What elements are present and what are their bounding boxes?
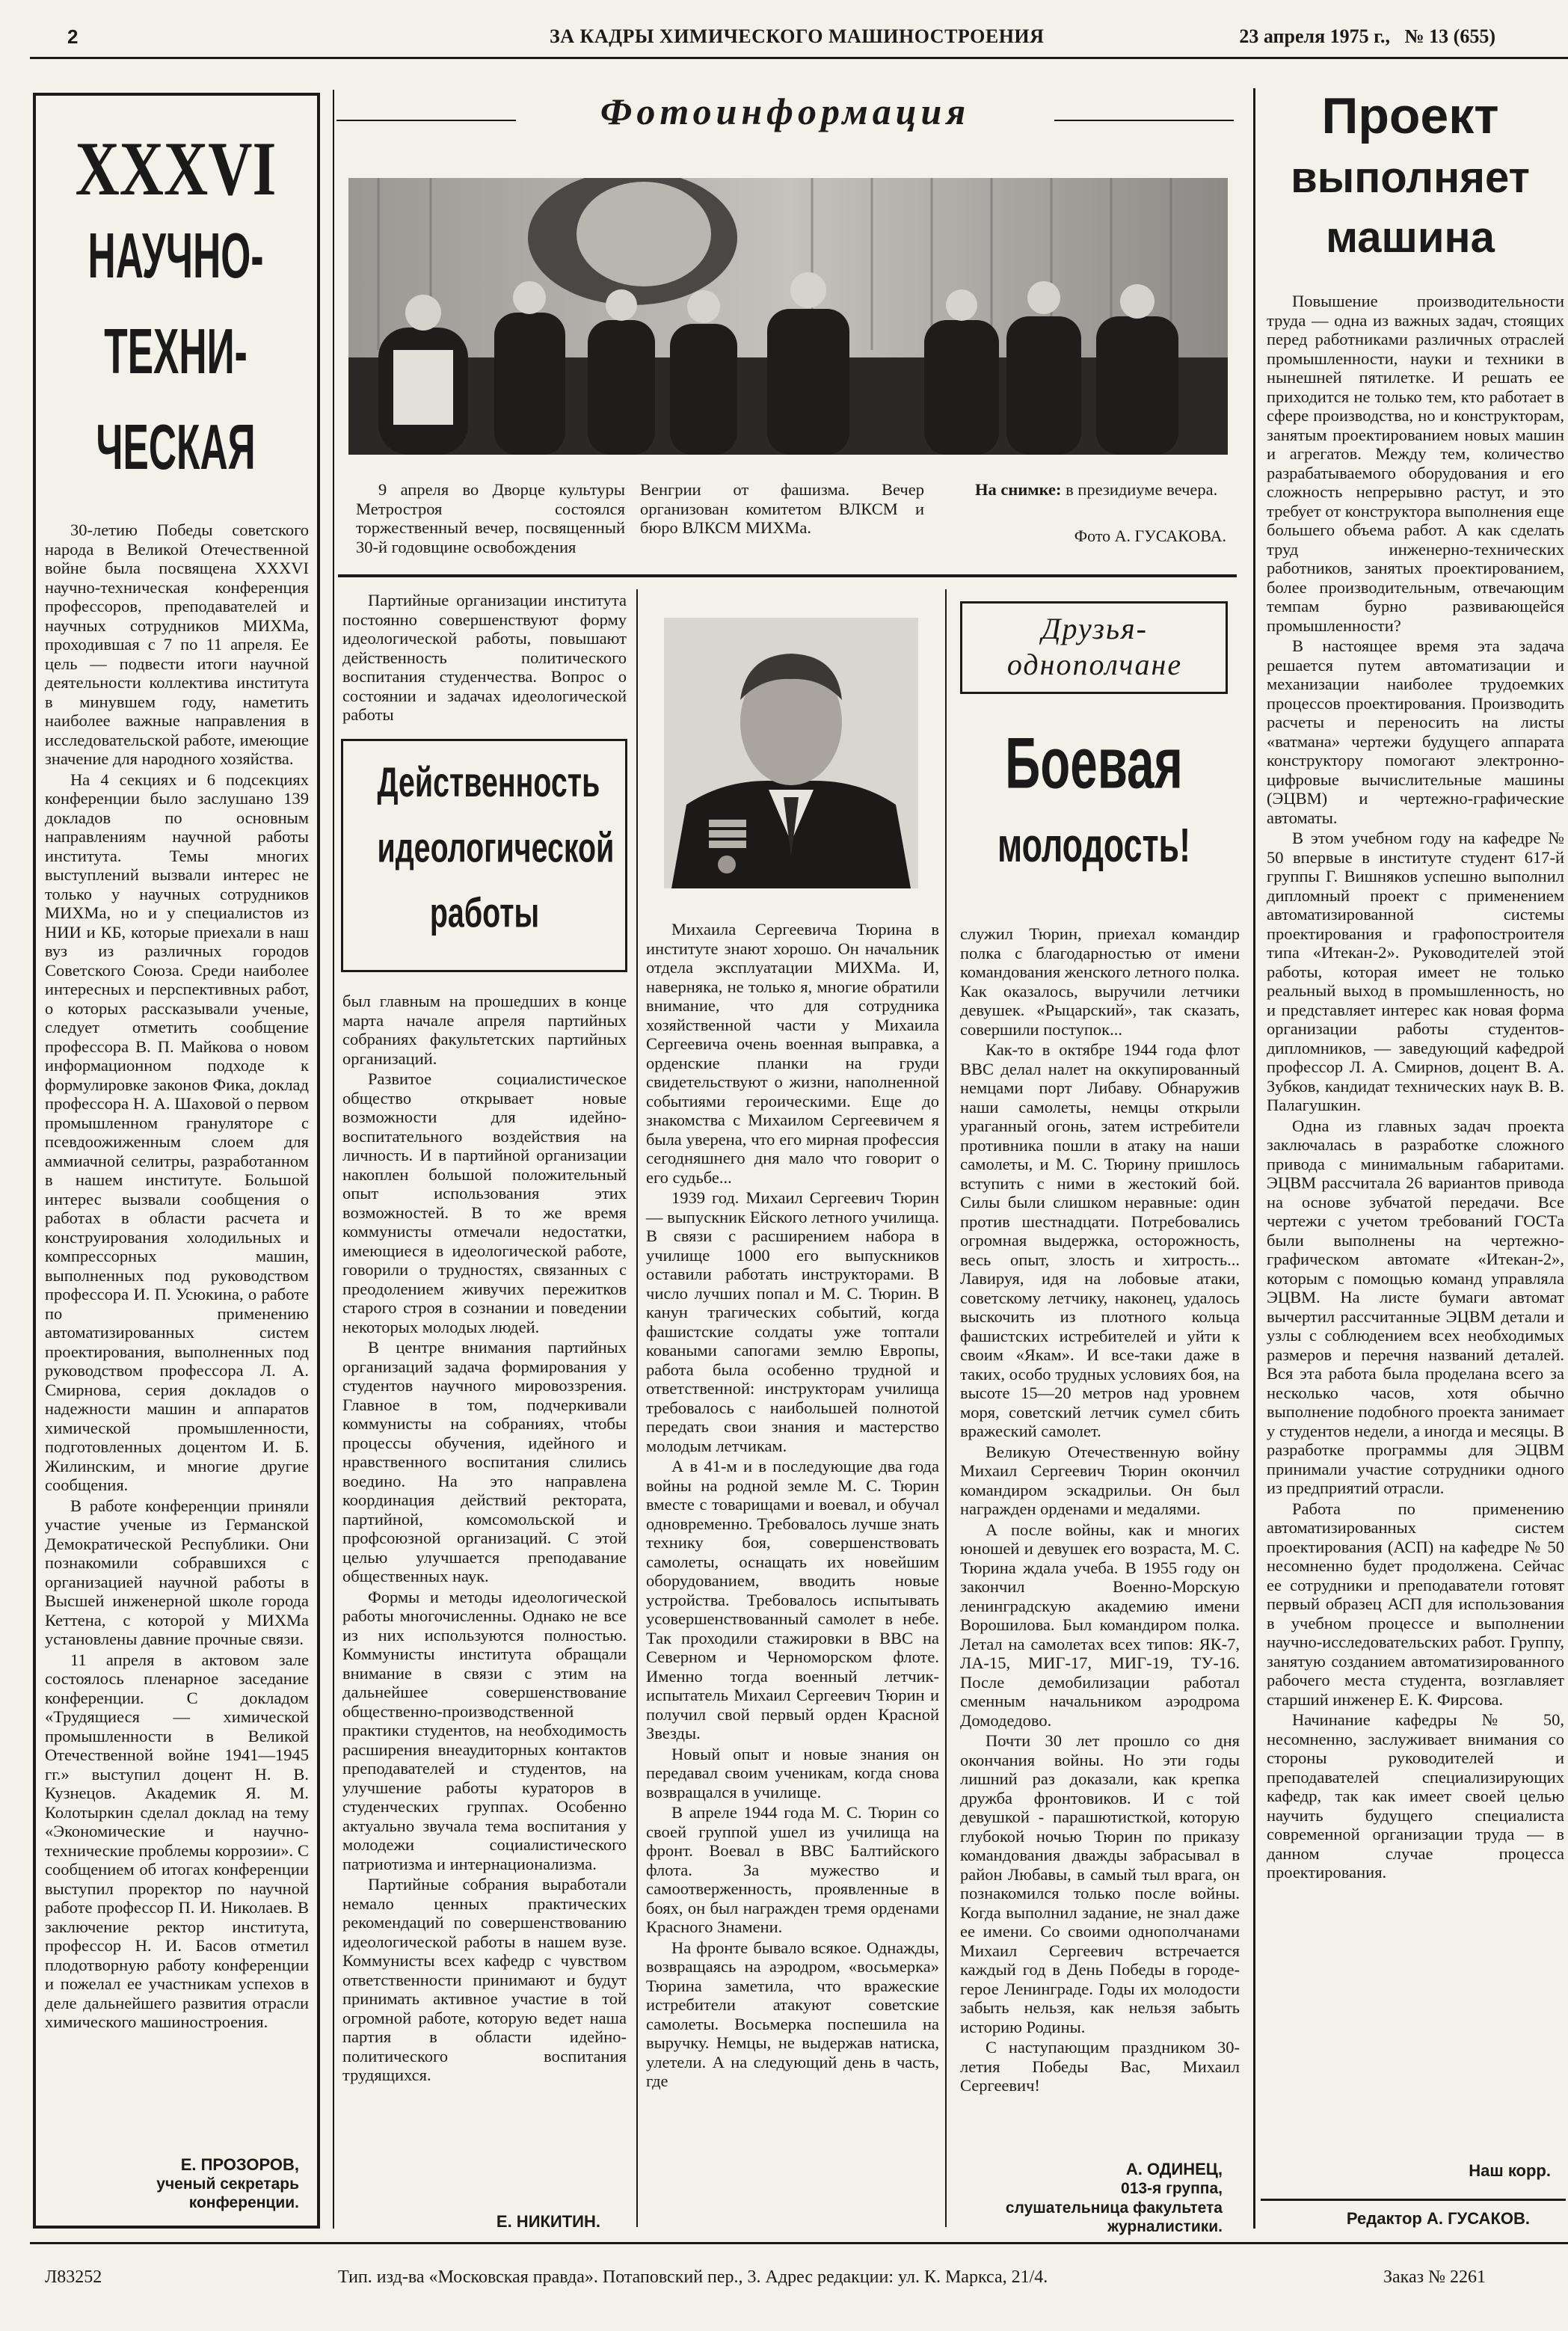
comrades-rubric-box xyxy=(960,601,1228,694)
tyurin-paragraph: Михаила Сергеевича Тюрина в институте знают хорошо. Он начальник отдела эксплуатации МИХМа. И, наверняка, не только я, многие обратили внимание, что для сотрудника хозяйственной части у Михаила Сергеевича очень военная выправка, а орденские планки на груди свидетельствуют о жизни, наполненной событиями героическими. Еще до знакомства с Михаилом Сергеевичем я была уверена, что его мирная профессия сегодняшнего дня мало что говорит о его судьбе... xyxy=(646,920,939,1187)
comrades-headline-1: Боевая xyxy=(1005,722,1183,804)
ideology-signature: Е. НИКИТИН. xyxy=(496,2212,600,2231)
ideology-paragraph: В центре внимания партийных организаций задача формирования у студентов научного мировоззрения. Главное в том, подчеркивали коммунисты на собраниях, чтобы процессы обучения, идейного и нравственного воспитания слились воедино. На это направлена координация действий ректората, партийной, комсомольской и профсоюзной организаций. С этой целью улучшается преподавание общественных наук. xyxy=(342,1338,627,1585)
project-headline xyxy=(1261,84,1560,268)
presidium-photo-image xyxy=(348,178,1228,455)
photo-heading-rule-right xyxy=(1054,120,1234,121)
photo-caption-col2: Венгрии от фашизма. Вечер организован комитетом ВЛКСМ и бюро ВЛКСМ МИХМа. xyxy=(640,480,924,537)
tyurin-text xyxy=(646,920,939,2092)
comrades-paragraph: Великую Отечественную войну Михаил Сергеевич Тюрин окончил командиром эскадрильи. Он был награжден орденами и медалями. xyxy=(960,1442,1240,1518)
project-paragraph: В этом учебном году на кафедре № 50 впервые в институте студент 617-й группы Г. Вишняков успешно выполнил дипломный проект с применением автоматизированной системы проектирования и графопостроителя типа «Итекан-2». Руководителей этой работы, которая имеет не только реальный выход в промышленность, но и представляет интерес как новая форма организации работы студентов-дипломников, — заведующий кафедрой профессор Л. А. Смирнов, доцент В. А. Зубков, кандидат технических наук В. В. Палагушкин. xyxy=(1267,829,1564,1114)
footer-index: Л83252 xyxy=(45,2267,102,2287)
ideology-text xyxy=(342,992,627,2086)
project-signature: Наш корр. xyxy=(1469,2161,1551,2180)
conference-paragraph: В работе конференции приняли участие ученые из Германской Демократической Республики. Они познакомили собравшихся с организацией научной работы в Высшей инженерной школе города Кеттена, с которой у МИХМа установлены давние прочные связи. xyxy=(45,1496,309,1648)
conference-headline-line-1: XXXVI xyxy=(75,126,277,212)
footer-rule xyxy=(30,2242,1568,2244)
ideology-paragraph: Партийные собрания выработали немало ценных практических рекомендаций по совершенствованию идеологической работы в нашем вузе. Коммунисты всех кафедр с чувством ответственности принимают и будут принимать активное участие в той огромной работе, которую ведет наша партия в области идейно-политического воспитания трудящихся. xyxy=(342,1875,627,2084)
presidium-photo xyxy=(348,178,1228,455)
tyurin-paragraph: В апреле 1944 года М. С. Тюрин со своей группой ушел из училища на фронт. Воевал в ВВС Балтийского флота. За мужество и самоотверженность, проявленные в боях, он был награжден тремя орденами Красного Знамени. xyxy=(646,1803,939,1936)
ideology-headline: Действенность идеологической работы xyxy=(377,760,615,937)
ideology-headline-box xyxy=(341,739,627,972)
tyurin-vertical-rule xyxy=(945,589,947,2227)
tyurin-portrait xyxy=(664,618,918,888)
photo-info-heading: Фотоинформация xyxy=(600,90,971,132)
newspaper-title: ЗА КАДРЫ ХИМИЧЕСКОГО МАШИНОСТРОЕНИЯ xyxy=(550,25,1045,47)
conference-paragraph: 11 апреля в актовом зале состоялось пленарное заседание конференции. С докладом «Трудящиеся — химической промышленности в Великой Отечественной войне 1941—1945 гг.» выступил доцент Н. В. Кузнецов. Академик Я. М. Колотыркин сделал доклад на тему «Экономические и научно-технические проблемы коррозии». С сообщением об итогах конференции выступил проректор по научной работе профессор П. И. Николаев. В заключение ректор института, профессор Н. И. Басов отметил плодотворную работу конференции и пожелал ее участникам успехов в деле дальнейшего развития отрасли химического машиностроения. xyxy=(45,1650,309,2031)
footer-order: Заказ № 2261 xyxy=(1383,2267,1486,2287)
page-number: 2 xyxy=(67,25,79,48)
ideology-intro: Партийные организации института постоянно совершенствуют форму идеологической работы, повышают действенность политического воспитания студенчества. Вопрос о состоянии и задачах идеологической работы xyxy=(342,591,627,724)
photo-caption-col1: 9 апреля во Дворце культуры Метростроя состоялся торжественный вечер, посвященный 30-й годовщине освобождения xyxy=(356,480,625,556)
header-rule xyxy=(30,57,1568,59)
comrades-paragraph: Почти 30 лет прошло со дня окончания войны. Но эти годы лишний раз доказали, как крепка дружба фронтовиков. И с той девушкой - парашютисткой, которую глубокой ночью Тюрин по приказу командования дважды забрасывал в район Любавы, в самый тыл врага, он познакомился только после войны. Когда выполнил задание, не знал даже ее имени. Со своими однополчанами Михаил Сергеевич встречается каждый год в День Победы в городе-герое Ленинграде. Годы их молодости забыть нельзя, как нельзя забыть историю Родины. xyxy=(960,1731,1240,2036)
comrades-signature-role: слушательница факультета журналистики. xyxy=(1005,2199,1223,2235)
tyurin-portrait-image xyxy=(664,618,918,888)
comrades-paragraph: служил Тюрин, приехал командир полка с благодарностью от имени командования женского летного полка. Как оказалось, выручили летчики девушек. «Рыцарский», так сказать, совершили поступок... xyxy=(960,924,1240,1039)
photo-bottom-rule xyxy=(338,574,1237,577)
project-headline-line-1: Проект xyxy=(1321,87,1499,144)
ideology-paragraph: был главным на прошедших в конце марта начале апреля партийных собраниях факультетских партийных организаций. xyxy=(342,992,627,1068)
page-header xyxy=(67,21,1495,55)
conference-headline xyxy=(45,126,307,494)
comrades-rubric: Друзья-однополчане xyxy=(1006,612,1183,681)
tyurin-paragraph: А в 41-м и в последующие два года войны на родной земле М. С. Тюрин вместе с товарищами и воевал, и обучал одновременно. Требовалось лучше знать технику боя, совершенствовать самолеты, оснащать их новейшим оборудованием, вводить новые устройства. Требовалось испытывать усовершенствованный самолет в небе. Так проходили стажировки в ВВС на Северном и Черноморском флоте. Именно тогда военный летчик-испытатель Михаил Сергеевич Тюрин и получил свой первый орден Красной Звезды. xyxy=(646,1457,939,1742)
ideology-vertical-rule xyxy=(636,589,638,2227)
project-paragraph: В настоящее время эта задача решается путем автоматизации и механизации наиболее трудоемких процессов проектирования. Производить расчеты и переносить на листы «ватмана» чертежи будущего аппарата конструктору помогают электронно-цифровые вычислительные машины (ЭЦВМ) и чертежно-графические автоматы. xyxy=(1267,636,1564,827)
editor-rule xyxy=(1261,2199,1566,2201)
comrades-paragraph: С наступающим праздником 30-летия Победы Вас, Михаил Сергеевич! xyxy=(960,2038,1240,2095)
center-vertical-rule-top xyxy=(333,90,334,2229)
photo-caption-label: На снимке: xyxy=(975,480,1062,499)
conference-signature-role: ученый секретарь конференции. xyxy=(156,2175,299,2211)
ideology-paragraph: Формы и методы идеологической работы многочисленны. Однако не все из них используются полностью. Коммунисты института обращали внимание в связи с этим на дальнейшее совершенствование общественно-производственной практики студентов, на необходимость расширения внеаудиторных контактов преподавателей и студентов, на улучшение работы кураторов в студенческих группах. Особенно актуально звучала тема воспитания у молодежи социалистического патриотизма и интернационализма. xyxy=(342,1587,627,1873)
project-paragraph: Работа по применению автоматизированных систем проектирования (АСП) на кафедре № 50 несомненно будет продолжена. Сейчас ее сотрудники и преподаватели готовят первый образец АСП для использования в учебном процессе и выполнении научно-исследовательских работ. Группу, занятую созданием автоматизированного рабочего места студента, возглавляет старший инженер Е. К. Фирсова. xyxy=(1267,1499,1564,1709)
tyurin-paragraph: Новый опыт и новые знания он передавал своим ученикам, когда снова возвращался в училище. xyxy=(646,1744,939,1802)
photo-credit: Фото А. ГУСАКОВА. xyxy=(1074,526,1226,545)
footer-printer: Тип. изд-ва «Московская правда». Потаповский пер., 3. Адрес редакции: ул. К. Маркса, 21/4. xyxy=(338,2267,1048,2287)
conference-headline-line-3: ТЕХНИ- xyxy=(104,314,248,387)
conference-paragraph: На 4 секциях и 6 подсекциях конференции было заслушано 139 докладов по основным направлениям научной работы института. Темы многих выступлений вызвали интерес не только у научных сотрудников МИХМа, но и у специалистов из НИИ и КБ, которые приехали в наш вуз из различных городов Советского Союза. Среди наиболее интересных и перспективных работ, о которых рассказывали ученые, следует отметить сообщение профессора В. П. Майкова о новом информационном подходе к формулировке законов Фика, доклад профессора Н. А. Шаховой о первом промышленном грануляторе с псевдоожиженным слоем для аммиачной селитры, разработанном в нашем институте. Большой интерес вызвали сообщения о работах в области расчета и конструирования холодильных и компрессорных машин, выполненных под руководством профессора И. П. Усюкина, о работе по применению автоматизированных систем проектирования, выполненных под руководством профессора Л. А. Смирнова, серия докладов о надежности машин и аппаратов химической промышленности, подготовленных доцентом И. Б. Жилинским, и многие другие сообщения. xyxy=(45,770,309,1494)
comrades-paragraph: А после войны, как и многих юношей и девушек его возраста, М. С. Тюрина ждала учеба. В 1955 году он закончил Военно-Морскую ленинградскую академию имени Ворошилова. Был командиром полка. Летал на самолетах всех типов: ЯК-7, ЛА-15, МИГ-17, МИГ-19, ТУ-16. После демобилизации работал сменным начальником аэродрома Домодедово. xyxy=(960,1520,1240,1730)
conference-paragraph: 30-летию Победы советского народа в Великой Отечественной войне была посвящена XXXVI научно-техническая конференция профессоров, преподавателей и научных сотрудников МИХМа, проходившая с 7 по 11 апреля. Ее цель — подвести итоги научной деятельности коллектива института в минувшем году, наметить наиболее важные направления в исследовательской работе, имеющие значение для народного хозяйства. xyxy=(45,520,309,768)
photo-caption-col3 xyxy=(975,480,1229,500)
project-paragraph: Начинание кафедры № 50, несомненно, заслуживает внимания со стороны руководителей и преподавателей специализирующих кафедр, так как имеет своей целью научить будущего специалиста современной организации труда — в данном случае процесса проектирования. xyxy=(1267,1710,1564,1882)
comrades-signature: А. ОДИНЕЦ, xyxy=(1125,2160,1223,2178)
conference-headline-line-4: ЧЕСКАЯ xyxy=(96,410,256,483)
right-vertical-rule xyxy=(1253,88,1255,2229)
project-paragraph: Повышение производительности труда — одна из важных задач, стоящих перед работниками различных отраслей промышленности, науки и техники в нынешней пятилетке. И решать ее приходится не только тем, кто работает в сфере производства, но и конструкторам, занятым проектированием новых машин и агрегатов. Между тем, количество разрабатываемого оборудования и его сложность непрерывно растут, и это требует от конструктора выполнения еще большего объема работ. А как сделать труд инженерно-технических работников, занятых проектированием, более производительным, отвечающим темпам бурно развивающейся промышленности? xyxy=(1267,292,1564,635)
photo-heading-rule-left xyxy=(336,120,516,121)
project-paragraph: Одна из главных задач проекта заключалась в разработке сложного привода с минимальным габаритами. ЭЦВМ рассчитала 26 вариантов привода на основе зубчатой передачи. Все чертежи с учетом требований ГОСТа были выполнены на чертежно-графическом автомате «Итекан-2», которым с помощью команд управляла ЭЦВМ. На листе бумаги автомат вычертил рассчитанные ЭЦВМ детали и узлы с соблюдением всех необходимых размеров и перечня названий деталей. Вся эта работа была проделана всего за несколько часов, хотя обычно выполнение подобного проекта занимает у студентов недели, а иногда и месяцы. В разработке программы для ЭЦВМ принимали участие сотрудники одного из предприятий отрасли. xyxy=(1267,1116,1564,1497)
ideology-paragraph: Развитое социалистическое общество открывает новые возможности для идейно-воспитательного воздействия на личность. И в партийной организации накоплен большой положительный опыт использования этих возможностей. В то же время коммунисты отмечали недостатки, имеющиеся в идеологической работе, говорили о трудностях, связанных с преодолением живучих пережитков старого строя в сознании и поведении некоторых молодых людей. xyxy=(342,1069,627,1336)
comrades-paragraph: Как-то в октябре 1944 года флот ВВС делал налет на оккупированный немцами порт Либаву. Обнаружив наши самолеты, немцы открыли ураганный огонь, затем истребители противника пошли в атаку на наши самолеты, и М. С. Тюрину пришлось вступить с ними в жестокий бой. Силы были слишком неравные: один против шестнадцати. Потребовались огромная выдержка, осторожность, весь опыт, злость и хитрость... Лавируя, идя на лобовые атаки, советскому летчику, наконец, удалось выскочить из плотного кольца фашистских истребителей и уйти к своим «Якам». И все-таки даже в таких, особо трудных условиях боя, на высоте 15—20 метров над уровнем моря, советский летчик сумел сбить вражеский самолет. xyxy=(960,1040,1240,1440)
project-headline-line-2: выполняет xyxy=(1291,153,1530,202)
comrades-text xyxy=(960,924,1240,2097)
editor-credit: Редактор А. ГУСАКОВ. xyxy=(1346,2209,1530,2228)
project-text xyxy=(1267,292,1564,1884)
project-headline-line-3: машина xyxy=(1326,213,1495,262)
comrades-headline-2: молодость! xyxy=(997,817,1190,872)
comrades-signature-group: 013-я группа, xyxy=(1121,2180,1223,2197)
issue-date: 23 апреля 1975 г., № 13 (655) xyxy=(1239,25,1495,47)
conference-text xyxy=(45,520,309,2033)
photo-caption-text: в президиуме вечера. xyxy=(1066,480,1218,499)
conference-headline-line-2: НАУЧНО- xyxy=(87,218,264,292)
conference-signature: Е. ПРОЗОРОВ, xyxy=(180,2155,299,2174)
tyurin-paragraph: На фронте бывало всякое. Однажды, возвращаясь на аэродром, «восьмерка» Тюрина заметила, что вражеские истребители атакуют советские самолеты. Восьмерка поспешила на выручку. Немцы, не выдержав натиска, улетели. А на следующий день в часть, где xyxy=(646,1938,939,2090)
tyurin-paragraph: 1939 год. Михаил Сергеевич Тюрин — выпускник Ейского летного училища. В связи с расширением набора в училище 1000 его выпускников оставили работать инструкторами. В число лучших попал и М. С. Тюрин. В канун трагических событий, когда фашистские солдаты уже топтали коваными сапогами землю Европы, работа была особенно трудной и ответственной: инструкторам училища требовалось с наибольшей полнотой передать свои знания и мастерство молодым летчикам. xyxy=(646,1188,939,1455)
